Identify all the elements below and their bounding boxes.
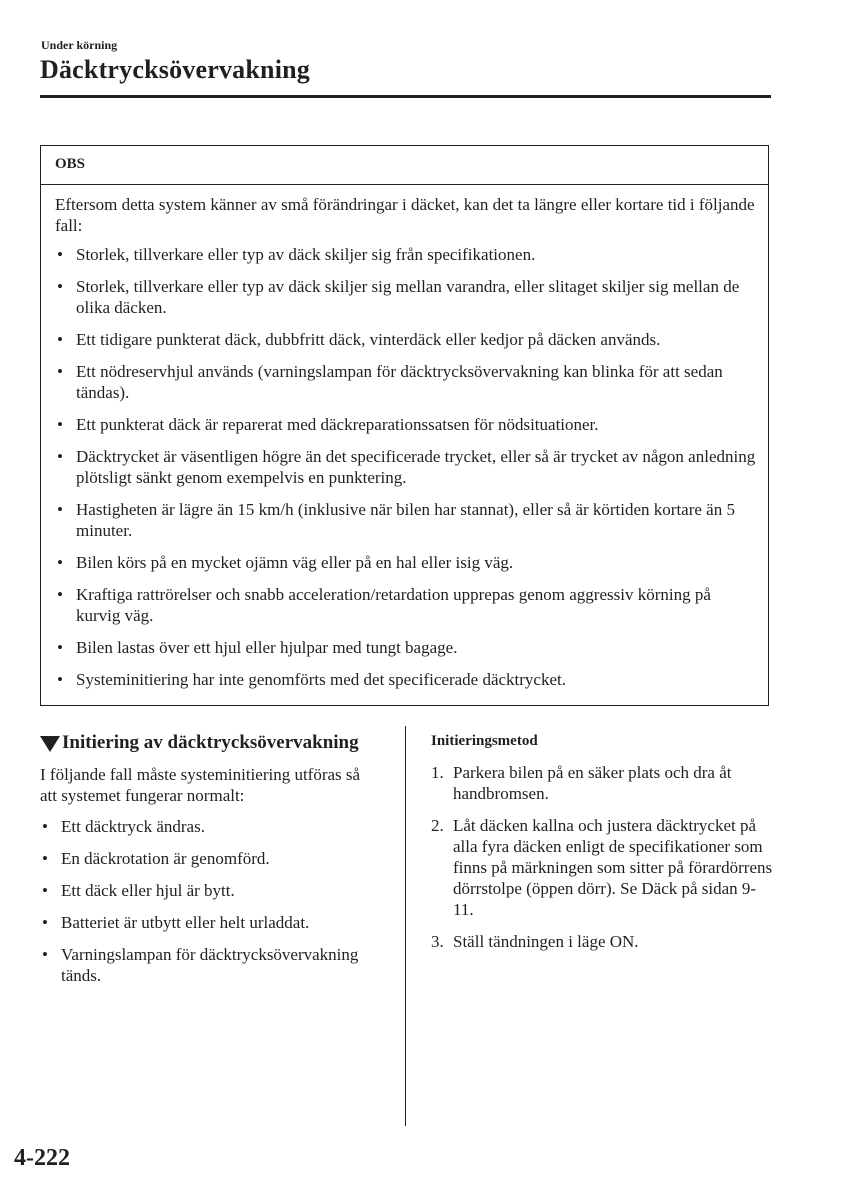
initiering-intro: I följande fall måste systeminitiering utföras så att systemet fungerar normalt: <box>40 765 361 805</box>
title-rule <box>40 95 771 98</box>
section-label: Under körning <box>41 38 118 52</box>
initiering-item: • En däckrotation är genomförd. <box>40 848 380 869</box>
metod-steps <box>431 762 776 952</box>
metod-step <box>431 815 776 920</box>
initiering-item: • Ett däcktryck ändras. <box>40 816 380 837</box>
obs-box <box>40 145 769 706</box>
obs-item: • Systeminitiering har inte genomförts med det specificerade däcktrycket. <box>55 669 756 690</box>
step-text: Låt däcken kallna och justera däcktrycket på alla fyra däcken enligt de specifikationer som finns på märkningen som sitter på förardörrens dörrstolpe (öppen dörr). Se Däck på sidan 9-11. <box>453 816 773 919</box>
step-number: 1. <box>431 763 444 782</box>
step-number: 3. <box>431 932 444 951</box>
obs-label: OBS <box>41 146 768 185</box>
initiering-section <box>40 731 380 997</box>
initiering-heading: Initiering av däcktrycksövervakning <box>62 732 359 753</box>
page-number: 4-222 <box>14 1145 70 1171</box>
initiering-list <box>40 816 380 986</box>
obs-item: • Ett tidigare punkterat däck, dubbfritt däck, vinterdäck eller kedjor på däcken används. <box>55 329 756 350</box>
initiering-item: • Varningslampan för däcktrycksövervakning tänds. <box>40 944 380 986</box>
metod-heading: Initieringsmetod <box>431 733 538 749</box>
obs-item: • Storlek, tillverkare eller typ av däck skiljer sig från specifikationen. <box>55 244 756 265</box>
metod-step <box>431 931 776 952</box>
obs-item: • Ett punkterat däck är reparerat med däckreparationssatsen för nödsituationer. <box>55 414 756 435</box>
initiering-item: • Batteriet är utbytt eller helt urladdat. <box>40 912 380 933</box>
step-number: 2. <box>431 816 444 835</box>
obs-item: • Storlek, tillverkare eller typ av däck skiljer sig mellan varandra, eller slitaget skiljer sig mellan de olika däcken. <box>55 276 756 318</box>
obs-item: • Bilen lastas över ett hjul eller hjulpar med tungt bagage. <box>55 637 756 658</box>
obs-body <box>41 185 768 690</box>
metod-section <box>431 731 776 963</box>
obs-item: • Hastigheten är lägre än 15 km/h (inklusive när bilen har stannat), eller så är körtiden kortare än 5 minuter. <box>55 499 756 541</box>
obs-item: • Ett nödreservhjul används (varningslampan för däcktrycksövervakning kan blinka för att sedan tändas). <box>55 361 756 403</box>
step-text: Ställ tändningen i läge ON. <box>453 932 639 951</box>
obs-item: • Kraftiga rattrörelser och snabb acceleration/retardation upprepas genom aggressiv körning på kurvig väg. <box>55 584 756 626</box>
initiering-heading-wrap <box>40 731 380 754</box>
page-title: Däcktrycksövervakning <box>40 55 310 84</box>
initiering-item: • Ett däck eller hjul är bytt. <box>40 880 380 901</box>
obs-intro: Eftersom detta system känner av små förändringar i däcket, kan det ta längre eller kortare tid i följande fall: <box>55 195 755 235</box>
column-divider <box>405 726 406 1126</box>
obs-list <box>55 244 756 690</box>
obs-item: • Bilen körs på en mycket ojämn väg eller på en hal eller isig väg. <box>55 552 756 573</box>
step-text: Parkera bilen på en säker plats och dra åt handbromsen. <box>453 763 732 803</box>
metod-step <box>431 762 776 804</box>
triangle-down-icon <box>40 736 60 752</box>
obs-item: • Däcktrycket är väsentligen högre än det specificerade trycket, eller så är trycket av någon anledning plötsligt sänkt genom exempelvis en punktering. <box>55 446 756 488</box>
